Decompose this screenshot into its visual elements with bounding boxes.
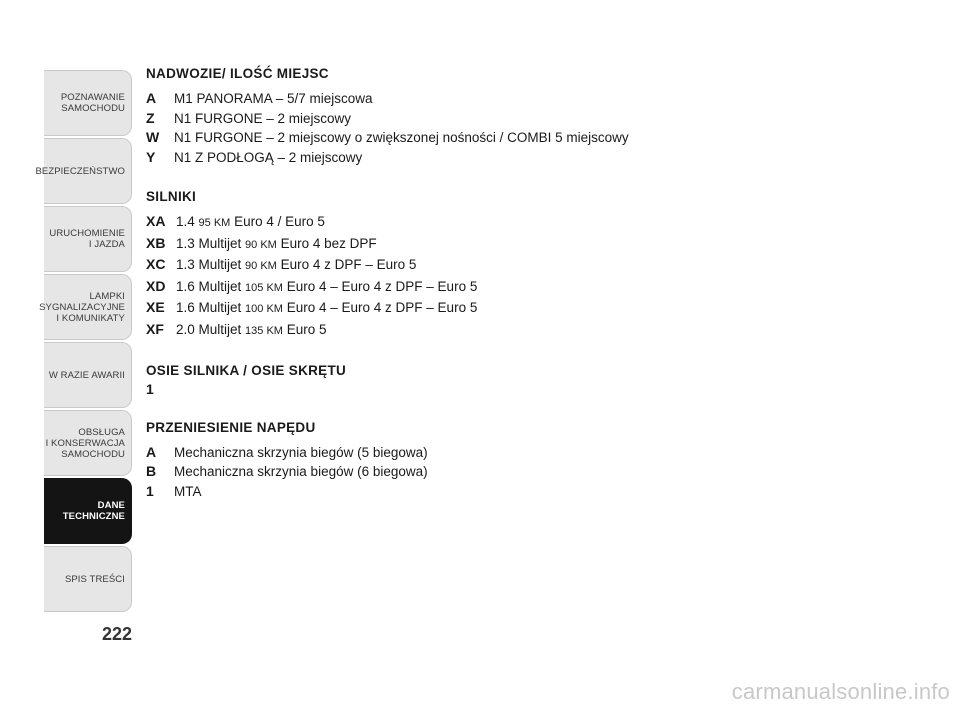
watermark: carmanualsonline.info [731, 679, 950, 704]
item-code: 1 [146, 482, 154, 499]
list-item [146, 462, 746, 482]
tab-obsluga-i-konserwacja[interactable] [44, 410, 132, 476]
item-text: 1.4 95 KM Euro 4 / Euro 5 [176, 214, 325, 229]
item-code: XB [146, 234, 166, 251]
page-content [146, 66, 746, 523]
tab-poznawanie-samochodu[interactable] [44, 70, 132, 136]
tab-label: SPIS TREŚCI [64, 573, 125, 585]
list-item [146, 109, 746, 129]
chapter-tabs [35, 70, 132, 614]
tab-spis-tresci[interactable] [44, 546, 132, 612]
item-text: Mechaniczna skrzynia biegów (6 biegowa) [174, 464, 428, 479]
engine-power: 90 KM [245, 238, 277, 251]
tab-uruchomienie-i-jazda[interactable] [44, 206, 132, 272]
tab-w-razie-awarii[interactable] [44, 342, 132, 408]
tab-label: URUCHOMIENIE I JAZDA [49, 228, 125, 250]
item-code: Z [146, 109, 155, 126]
tab-dane-techniczne[interactable] [44, 478, 132, 544]
tab-label: W RAZIE AWARII [48, 369, 125, 381]
tab-label: DANE TECHNICZNE [62, 500, 125, 522]
item-text: Mechaniczna skrzynia biegów (5 biegowa) [174, 444, 428, 460]
item-text: N1 FURGONE – 2 miejscowy o zwiększonej nośności / COMBI 5 miejscowy [174, 130, 629, 145]
list-item [146, 320, 746, 342]
engines-section [146, 189, 746, 341]
item-text: N1 Z PODŁOGĄ – 2 miejscowy [174, 149, 363, 165]
list-item [146, 380, 746, 400]
list-item [146, 255, 746, 277]
item-code: 1 [146, 381, 154, 397]
tab-label: BEZPIECZEŃSTWO [35, 165, 125, 177]
list-item [146, 212, 746, 234]
list-item [146, 277, 746, 299]
item-code: B [146, 463, 157, 479]
item-text: MTA [174, 483, 202, 499]
transmission-section [146, 420, 746, 502]
page-number: 222 [101, 624, 132, 644]
section-heading: PRZENIESIENIE NAPĘDU [146, 419, 316, 435]
section-heading: NADWOZIE/ ILOŚĆ MIEJSC [146, 66, 329, 81]
tab-label: OBSŁUGA I KONSERWACJA SAMOCHODU [45, 426, 125, 460]
item-code: XF [146, 320, 164, 337]
item-code: A [146, 443, 157, 460]
tab-bezpieczenstwo[interactable] [35, 138, 132, 204]
item-code: A [146, 90, 157, 106]
engine-power: 135 KM [245, 324, 283, 337]
item-text: N1 FURGONE – 2 miejscowy [174, 110, 352, 126]
list-item [146, 443, 746, 463]
item-code: XD [146, 277, 166, 294]
item-text: M1 PANORAMA – 5/7 miejscowa [174, 91, 373, 106]
list-item [146, 128, 746, 148]
tab-lampki-sygnalizacyjne[interactable] [39, 274, 132, 340]
section-heading: OSIE SILNIKA / OSIE SKRĘTU [146, 363, 347, 378]
item-code: XE [146, 299, 165, 315]
engine-power: 95 KM [198, 217, 231, 229]
tab-label: POZNAWANIE SAMOCHODU [60, 92, 125, 114]
engine-power: 100 KM [245, 303, 283, 315]
list-item [146, 234, 746, 256]
engine-power: 105 KM [245, 281, 283, 294]
item-code: XA [146, 213, 166, 229]
axles-section [146, 363, 746, 400]
list-item [146, 89, 746, 109]
engine-power: 90 KM [245, 260, 277, 272]
section-heading: SILNIKI [146, 189, 197, 204]
item-text: 1.3 Multijet 90 KM Euro 4 bez DPF [176, 235, 377, 251]
list-item [146, 148, 746, 168]
item-code: XC [146, 256, 166, 272]
body-seats-section [146, 66, 746, 167]
list-item [146, 298, 746, 320]
item-text: 1.6 Multijet 100 KM Euro 4 – Euro 4 z DPF – Euro 5 [176, 300, 478, 315]
item-text: 2.0 Multijet 135 KM Euro 5 [176, 321, 327, 337]
item-text: 1.3 Multijet 90 KM Euro 4 z DPF – Euro 5 [176, 257, 417, 272]
item-code: Y [146, 148, 156, 165]
item-code: W [146, 129, 160, 145]
tab-label: LAMPKI SYGNALIZACYJNE I KOMUNIKATY [39, 290, 125, 324]
item-text: 1.6 Multijet 105 KM Euro 4 – Euro 4 z DPF – Euro 5 [176, 278, 478, 294]
list-item [146, 482, 746, 502]
